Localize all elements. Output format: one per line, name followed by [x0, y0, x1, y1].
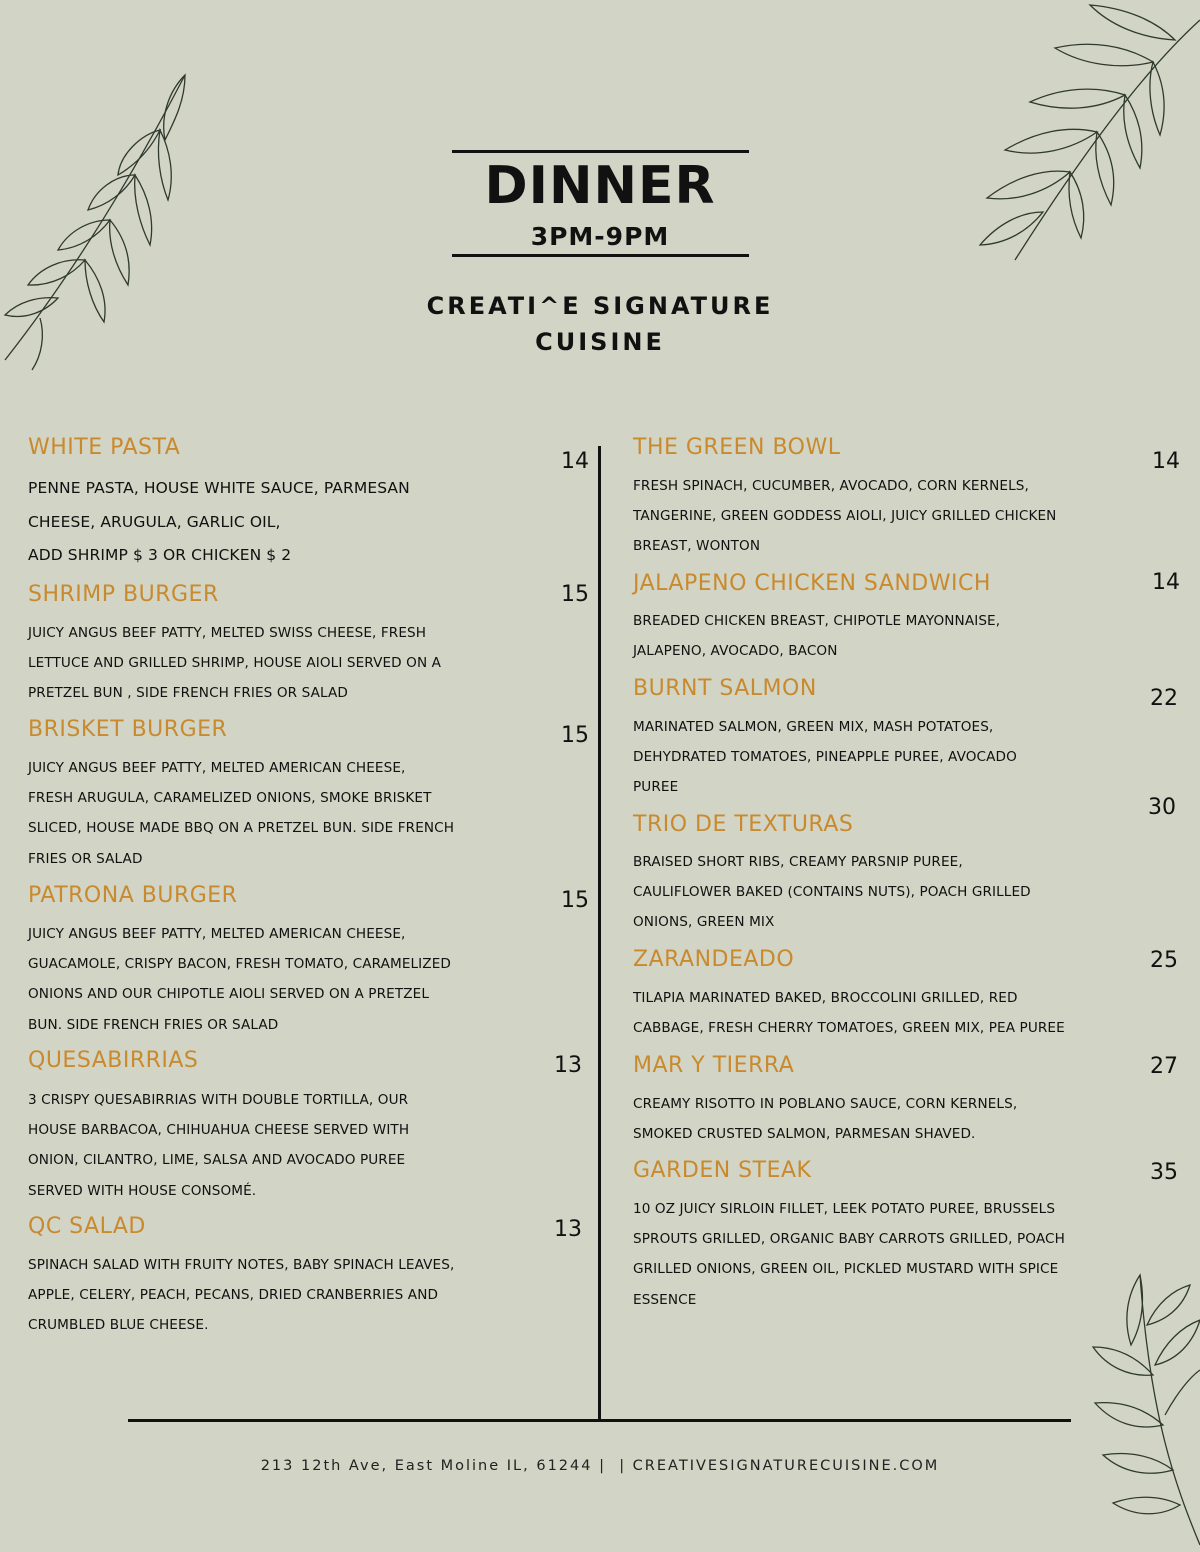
item-name: TRIO DE TEXTURAS	[633, 812, 854, 837]
column-divider	[598, 446, 601, 1422]
item-price: 15	[561, 723, 589, 748]
item-price: 14	[1152, 449, 1180, 474]
item-price: 14	[561, 449, 589, 474]
item-description: MARINATED SALMON, GREEN MIX, MASH POTATOES, DEHYDRATED TOMATOES, PINEAPPLE PUREE, AVOCADO PUREE	[633, 719, 1017, 796]
footer-website: | CREATIVESIGNATURECUISINE.COM	[619, 1458, 940, 1474]
menu-title: DINNER	[484, 156, 716, 216]
menu-hours: 3PM-9PM	[530, 222, 670, 251]
item-price: 27	[1150, 1054, 1178, 1079]
item-price: 14	[1152, 570, 1180, 595]
header-bottom-rule	[452, 254, 749, 257]
header-top-rule	[452, 150, 749, 153]
item-price: 13	[554, 1053, 582, 1078]
item-name: ZARANDEADO	[633, 947, 795, 972]
restaurant-name-line2: CUISINE	[535, 328, 665, 356]
item-name: GARDEN STEAK	[633, 1158, 812, 1183]
item-description: FRESH SPINACH, CUCUMBER, AVOCADO, CORN KERNELS, TANGERINE, GREEN GODDESS AIOLI, JUICY GRILLED CHICKEN BREAST, WONTON	[633, 478, 1057, 555]
item-description: JUICY ANGUS BEEF PATTY, MELTED SWISS CHEESE, FRESH LETTUCE AND GRILLED SHRIMP, HOUSE AIOLI SERVED ON A PRETZEL BUN , SIDE FRENCH FRIES OR SALAD	[28, 625, 442, 702]
item-description: 3 CRISPY QUESABIRRIAS WITH DOUBLE TORTILLA, OUR HOUSE BARBACOA, CHIHUAHUA CHEESE SERVED WITH ONION, CILANTRO, LIME, SALSA AND AVOCADO PUREE SERVED WITH HOUSE CONSOMÉ.	[28, 1092, 410, 1199]
item-description: CREAMY RISOTTO IN POBLANO SAUCE, CORN KERNELS, SMOKED CRUSTED SALMON, PARMESAN SHAVED.	[633, 1096, 1018, 1143]
item-description: BREADED CHICKEN BREAST, CHIPOTLE MAYONNAISE, JALAPENO, AVOCADO, BACON	[633, 613, 1001, 660]
item-name: WHITE PASTA	[28, 435, 181, 460]
item-price: 35	[1150, 1160, 1178, 1185]
item-name: BRISKET BURGER	[28, 717, 228, 742]
item-price: 15	[561, 582, 589, 607]
footer-address: 213 12th Ave, East Moline IL, 61244 |	[260, 1458, 606, 1474]
item-description: PENNE PASTA, HOUSE WHITE SAUCE, PARMESAN CHEESE, ARUGULA, GARLIC OIL, ADD SHRIMP $ 3 OR CHICKEN $ 2	[28, 479, 410, 564]
item-name: JALAPENO CHICKEN SANDWICH	[633, 571, 991, 596]
item-description: TILAPIA MARINATED BAKED, BROCCOLINI GRILLED, RED CABBAGE, FRESH CHERRY TOMATOES, GREEN MIX, PEA PUREE	[633, 990, 1065, 1037]
item-price: 30	[1148, 795, 1176, 820]
restaurant-name-line1: CREATI^E SIGNATURE	[426, 292, 774, 320]
leaf-branch-bottom-right-illustration	[1065, 1265, 1200, 1552]
item-description: SPINACH SALAD WITH FRUITY NOTES, BABY SPINACH LEAVES, APPLE, CELERY, PEACH, PECANS, DRIED CRANBERRIES AND CRUMBLED BLUE CHEESE.	[28, 1257, 455, 1334]
item-price: 22	[1150, 686, 1178, 711]
item-description: 10 OZ JUICY SIRLOIN FILLET, LEEK POTATO PUREE, BRUSSELS SPROUTS GRILLED, ORGANIC BABY CARROTS GRILLED, POACH GRILLED ONIONS, GREEN OIL, PICKLED MUSTARD WITH SPICE ESSENCE	[633, 1201, 1065, 1308]
item-name: QC SALAD	[28, 1214, 146, 1239]
item-name: QUESABIRRIAS	[28, 1048, 199, 1073]
item-price: 25	[1150, 948, 1178, 973]
item-price: 15	[561, 888, 589, 913]
item-name: PATRONA BURGER	[28, 883, 238, 908]
item-name: SHRIMP BURGER	[28, 582, 219, 607]
item-price: 13	[554, 1217, 582, 1242]
footer	[0, 1458, 1200, 1474]
item-name: BURNT SALMON	[633, 676, 817, 701]
item-name: THE GREEN BOWL	[633, 435, 841, 460]
item-description: JUICY ANGUS BEEF PATTY, MELTED AMERICAN CHEESE, GUACAMOLE, CRISPY BACON, FRESH TOMATO, CARAMELIZED ONIONS AND OUR CHIPOTLE AIOLI SERVED ON A PRETZEL BUN. SIDE FRENCH FRIES OR SALAD	[28, 926, 451, 1033]
item-description: JUICY ANGUS BEEF PATTY, MELTED AMERICAN CHEESE, FRESH ARUGULA, CARAMELIZED ONIONS, SMOKE BRISKET SLICED, HOUSE MADE BBQ ON A PRETZEL BUN. SIDE FRENCH FRIES OR SALAD	[28, 760, 455, 867]
item-name: MAR Y TIERRA	[633, 1053, 795, 1078]
footer-rule	[128, 1419, 1071, 1422]
item-description: BRAISED SHORT RIBS, CREAMY PARSNIP PUREE, CAULIFLOWER BAKED (CONTAINS NUTS), POACH GRILLED ONIONS, GREEN MIX	[633, 854, 1031, 931]
